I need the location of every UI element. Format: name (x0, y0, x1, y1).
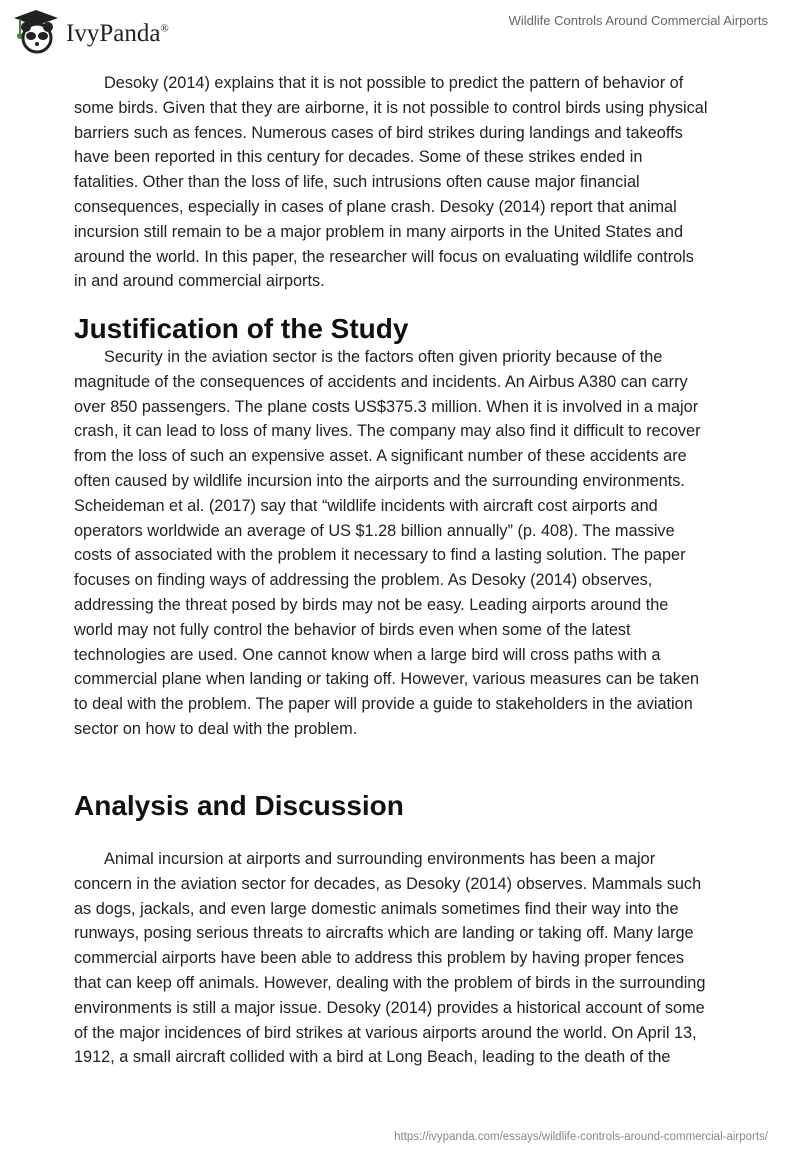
text-line: to deal with the problem. The paper will provide a guide to stakeholders in the aviation (74, 695, 693, 714)
document-title: Wildlife Controls Around Commercial Airports (508, 13, 768, 28)
text-line: fatalities. Other than the loss of life, such intrusions often cause major financial (74, 173, 640, 192)
text-line: addressing the threat posed by birds may not be easy. Leading airports around the (74, 595, 669, 614)
text-line: technologies are used. One cannot know when a large bird will cross paths with a (74, 645, 661, 664)
text-line: from the loss of such an expensive asset. A significant number of these accidents are (74, 447, 687, 466)
text-line: Animal incursion at airports and surrounding environments has been a major (104, 850, 656, 868)
text-line: sector on how to deal with the problem. (74, 719, 358, 738)
text-line: runways, posing serious threats to aircrafts which are landing or taking off. Many large (74, 924, 694, 943)
text-line: Desoky (2014) explains that it is not possible to predict the pattern of behavior of (104, 74, 684, 92)
text-line: crash, it can lead to loss of many lives. The company may also find it difficult to recover (74, 422, 701, 441)
text-line: world may not fully control the behavior of birds even when some of the latest (74, 620, 631, 639)
text-line: focuses on finding ways of addressing the problem. As Desoky (2014) observes, (74, 571, 653, 590)
text-line: Scheideman et al. (2017) say that “wildlife incidents with aircraft cost airports and (74, 496, 658, 515)
text-line: environments is still a major issue. Desoky (2014) provides a historical account of some (74, 998, 705, 1017)
text-line: as dogs, jackals, and even large domestic animals sometimes find their way into the (74, 899, 679, 918)
text-line: have been reported in this century for decades. Some of these strikes ended in (74, 148, 643, 167)
text-line: Security in the aviation sector is the factors often given priority because of the (104, 348, 663, 366)
brand-name: IvyPanda® (66, 20, 169, 47)
section-heading-justification: Justification of the Study (74, 313, 409, 344)
text-line: in and around commercial airports. (74, 272, 325, 291)
text-line: barriers such as fences. Numerous cases of bird strikes during landings and takeoffs (74, 123, 683, 142)
text-line: of the major incidences of bird strikes at various airports around the world. On April 13, (74, 1023, 697, 1042)
text-line: consequences, especially in cases of plane crash. Desoky (2014) report that animal (74, 197, 677, 216)
text-line: operators worldwide an average of US $1.28 billion annually” (p. 408). The massive (74, 521, 675, 540)
text-line: concern in the aviation sector for decades, as Desoky (2014) observes. Mammals such (74, 874, 702, 893)
panda-graduate-icon (12, 8, 60, 54)
text-line: costs of associated with the problem it necessary to find a lasting solution. The paper (74, 546, 686, 565)
text-line: 1912, a small aircraft collided with a bird at Long Beach, leading to the death of the (74, 1048, 671, 1067)
text-line: often caused by wildlife incursion into the airports and the surrounding environments. (74, 471, 685, 490)
ivypanda-logo[interactable] (12, 8, 169, 54)
text-line: commercial airports have been able to address this problem by having proper fences (74, 949, 684, 968)
text-line: incursion still remain to be a major problem in many airports in the United States and (74, 222, 684, 241)
source-url[interactable]: https://ivypanda.com/essays/wildlife-controls-around-commercial-airports/ (394, 1131, 768, 1143)
justification-paragraph (74, 345, 701, 742)
analysis-paragraph (74, 847, 705, 1070)
text-line: that can keep off animals. However, dealing with the problem of birds in the surrounding (74, 973, 706, 992)
text-line: some birds. Given that they are airborne, it is not possible to control birds using physical (74, 98, 708, 117)
text-line: commercial plane when landing or taking off. However, various measures can be taken (74, 670, 700, 689)
intro-paragraph (74, 71, 707, 294)
text-line: over 850 passengers. The plane costs US$375.3 million. When it is involved in a major (74, 397, 699, 416)
text-line: magnitude of the consequences of accidents and incidents. An Airbus A380 can carry (74, 372, 688, 391)
text-line: around the world. In this paper, the researcher will focus on evaluating wildlife controls (74, 247, 694, 266)
section-heading-analysis: Analysis and Discussion (74, 790, 404, 821)
